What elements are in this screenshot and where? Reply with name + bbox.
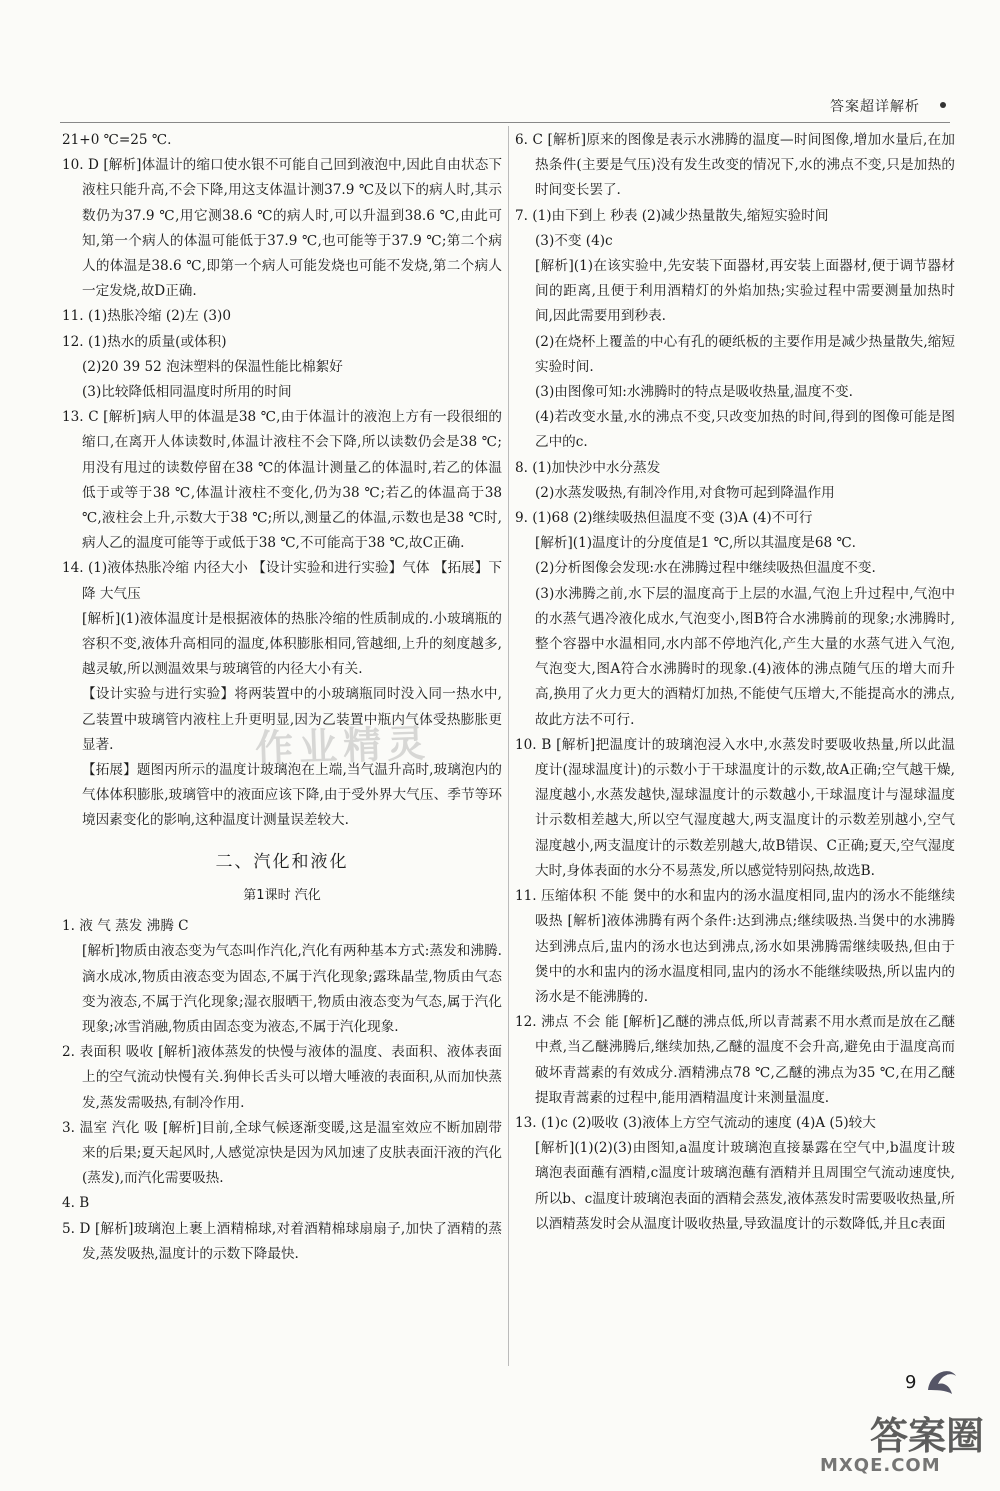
answer-detail: (2)水蒸发吸热,有制冷作用,对食物可起到降温作用 [535,484,835,501]
answer-item: 10. D [解析]体温计的缩口使水银不可能自己回到液泡中,因此自由状态下液柱只能升高,不会下降,用这支体温计测37.9 ℃及以下的病人时,其示数仍为37.9 ℃,用它测38.6 ℃的病人时,可以升温到38.6 ℃,由此可知,第一个病人的体温可能低于37.9 ℃,也可能等于37.9 ℃;第二个病人的体温是38.6 ℃,即第一个病人可能发烧也可能不发烧,第二个病人一定发烧,故D正确. [62,157,502,300]
watermark-center: 作业精灵 [254,720,432,772]
text-line: 21+0 ℃=25 ℃. [62,132,172,148]
answer-item: 13. (1)c (2)吸收 (3)液体上方空气流动的速度 (4)A (5)较大 [515,1114,876,1131]
answer-item: 3. 温室 汽化 吸 [解析]目前,全球气候逐渐变暖,这是温室效应不断加剧带来的后果;夏天起风时,人感觉凉快是因为风加速了皮肤表面汗液的汽化(蒸发),而汽化需要吸热. [62,1119,502,1187]
answer-detail: [解析](1)液体温度计是根据液体的热胀冷缩的性质制成的.小玻璃瓶的容积不变,液体升高相同的温度,体积膨胀相同,管越细,上升的刻度越多,越灵敏,所以测温效果与玻璃管的内径大小有关. [82,610,502,678]
answer-detail: 【拓展】题图丙所示的温度计玻璃泡在上端,当气温升高时,玻璃泡内的气体体积膨胀,玻璃管中的液面应该下降,由于受外界大气压、季节等环境因素变化的影响,这种温度计测量误差较大. [82,762,502,829]
answer-detail: (2)在烧杯上覆盖的中心有孔的硬纸板的主要作用是减少热量散失,缩短实验时间. [535,333,955,375]
page-number: 9 [905,1372,917,1393]
lesson-title: 第1课时 汽化 [243,887,321,903]
answer-detail: (3)水沸腾之前,水下层的温度高于上层的水温,气泡上升过程中,气泡中的水蒸气遇冷液化成水,气泡变小,图B符合水沸腾前的现象;水沸腾时,整个容器中水温相同,水内部不停地汽化,产生大量的水蒸气进入气泡,气泡变大,图A符合水沸腾时的现象.(4)液体的沸点随气压的增大而升高,换用了火力更大的酒精灯加热,不能使气压增大,不能提高水的沸点,故此方法不可行. [535,585,955,728]
answer-item: 11. (1)热胀冷缩 (2)左 (3)0 [62,308,231,325]
answer-detail: (3)由图像可知:水沸腾时的特点是吸收热量,温度不变. [535,384,853,401]
answer-item: 2. 表面积 吸收 [解析]液体蒸发的快慢与液体的温度、表面积、液体表面上的空气流动快慢有关.狗伸长舌头可以增大唾液的表面积,从而加快蒸发,蒸发需吸热,有制冷作用. [62,1044,502,1111]
watermark-corner-url: MXQE.COM [820,1455,941,1476]
page-header [60,96,950,123]
answer-detail: [解析](1)在该实验中,先安装下面器材,再安装上面器材,便于调节器材间的距离,且便于利用酒精灯的外焰加热;实验过程中需要测量加热时间,因此需要用到秒表. [535,258,955,325]
answer-detail: [解析](1)(2)(3)由图知,a温度计玻璃泡直接暴露在空气中,b温度计玻璃泡表面蘸有酒精,c温度计玻璃泡蘸有酒精并且周围空气流动速度快,所以b、c温度计玻璃泡表面的酒精会蒸发,液体蒸发时需要吸收热量,所以酒精蒸发时会从温度计吸收热量,导致温度计的示数降低,并且c表面 [535,1140,955,1232]
right-column [515,128,955,1237]
answer-detail: (2)20 39 52 泡沫塑料的保温性能比棉絮好 [82,358,343,375]
answer-item: 10. B [解析]把温度计的玻璃泡浸入水中,水蒸发时要吸收热量,所以此温度计(湿球温度计)的示数小于干球温度计的示数,故A正确;空气越干燥,湿度越小,水蒸发越快,湿球温度计的示数越小,干球温度计与湿球温度计示数相差越大,所以空气湿度越大,两支温度计的示数差别越小,空气湿度越小,两支温度计的示数差别越大,故B错误、C正确;夏天,空气湿度大时,身体表面的水分不易蒸发,所以感觉特别闷热,故选B. [515,736,955,879]
section-title: 二、汽化和液化 [215,851,349,872]
answer-detail: (3)不变 (4)c [535,232,613,249]
answer-item: 8. (1)加快沙中水分蒸发 [515,459,661,476]
answer-item: 13. C [解析]病人甲的体温是38 ℃,由于体温计的液泡上方有一段很细的缩口,在离开人体读数时,体温计液柱不会下降,所以读数仍会是38 ℃;用没有甩过的读数停留在38 ℃的体温计测量乙的体温时,若乙的体温低于或等于38 ℃,体温计液柱不变化,仍为38 ℃;若乙的体温高于38 ℃,液柱会上升,示数大于38 ℃;所以,测量乙的体温,示数也是38 ℃时,病人乙的温度可能等于或低于38 ℃,不可能高于38 ℃,故C正确. [62,409,502,552]
watermark-corner-logo: 答案圈 [870,1414,985,1458]
answer-item: 11. 压缩体积 不能 煲中的水和盅内的汤水温度相同,盅内的汤水不能继续吸热 [解析]液体沸腾有两个条件:达到沸点;继续吸热.当煲中的水沸腾达到沸点后,盅内的汤水也达到沸点,汤水如果沸腾需继续吸热,但由于煲中的水和盅内的汤水温度相同,盅内的汤水不能继续吸热,所以盅内的汤水是不能沸腾的. [515,888,955,1005]
answer-detail: (4)若改变水量,水的沸点不变,只改变加热的时间,得到的图像可能是图乙中的c. [535,409,955,451]
answer-item: 12. 沸点 不会 能 [解析]乙醚的沸点低,所以青蒿素不用水煮而是放在乙醚中煮,当乙醚沸腾后,继续加热,乙醚的温度不会升高,避免由于温度高而破坏青蒿素的有效成分.酒精沸点78 ℃,乙醚的沸点为35 ℃,在用乙醚提取青蒿素的过程中,能用酒精温度计来测量温度. [515,1014,955,1106]
header-dot-icon [940,102,946,108]
dolphin-mascot-icon [922,1360,962,1406]
answer-item: 1. 液 气 蒸发 沸腾 C [62,918,189,935]
header-title: 答案超详解析 [830,99,920,115]
answer-detail: [解析](1)温度计的分度值是1 ℃,所以其温度是68 ℃. [535,535,857,552]
answer-item: 7. (1)由下到上 秒表 (2)减少热量散失,缩短实验时间 [515,207,829,224]
answer-detail: 【设计实验与进行实验】将两装置中的小玻璃瓶同时没入同一热水中,乙装置中玻璃管内液柱上升更明显,因为乙装置中瓶内气体受热膨胀更显著. [82,686,502,753]
answer-detail: [解析]物质由液态变为气态叫作汽化,汽化有两种基本方式:蒸发和沸腾.滴水成冰,物质由液态变为固态,不属于汽化现象;露珠晶莹,物质由气态变为液态,不属于汽化现象;湿衣服晒干,物质由液态变为气态,属于汽化现象;冰雪消融,物质由固态变为液态,不属于汽化现象. [82,943,502,1035]
answer-item: 6. C [解析]原来的图像是表示水沸腾的温度—时间图像,增加水量后,在加热条件(主要是气压)没有发生改变的情况下,水的沸点不变,只是加热的时间变长罢了. [515,132,955,199]
answer-item: 12. (1)热水的质量(或体积) [62,333,227,350]
answer-item: 14. (1)液体热胀冷缩 内径大小 【设计实验和进行实验】气体 【拓展】下降 大气压 [62,560,502,602]
column-divider [508,126,509,1366]
answer-item: 9. (1)68 (2)继续吸热但温度不变 (3)A (4)不可行 [515,510,813,527]
answer-detail: (2)分析图像会发现:水在沸腾过程中继续吸热但温度不变. [535,560,876,577]
answer-detail: (3)比较降低相同温度时所用的时间 [82,384,292,401]
left-column [62,128,502,1267]
answer-item: 5. D [解析]玻璃泡上裹上酒精棉球,对着酒精棉球扇扇子,加快了酒精的蒸发,蒸发吸热,温度计的示数下降最快. [62,1220,502,1262]
answer-item: 4. B [62,1195,90,1212]
